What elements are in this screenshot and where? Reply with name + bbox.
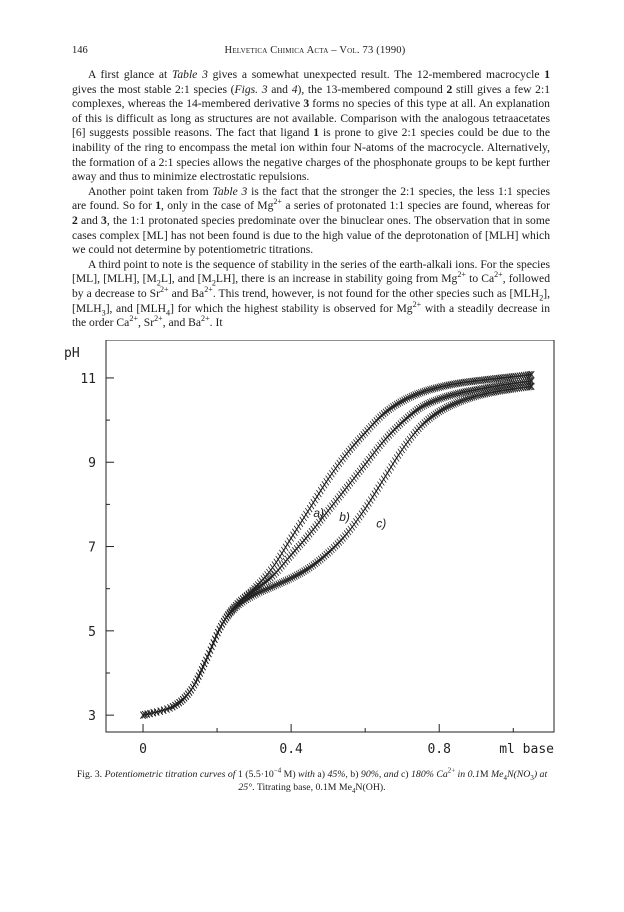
data-point: [209, 643, 214, 650]
text-run: 2: [446, 82, 453, 96]
y-tick-label: 7: [88, 540, 96, 556]
text-run: L], and [M: [160, 272, 212, 286]
text-run: a series of protonated 1:1 species are found, whereas for: [282, 199, 550, 213]
plot-frame: [106, 340, 554, 732]
text-run: is the fact that the stronger the 2:1 species, the less 1:1 species are found. So for: [72, 184, 550, 213]
data-point: [289, 575, 294, 582]
text-run: A third point to note is the sequence of stability in the series of the earth-alkali ions. For the species [ML], [MLH], [M: [72, 257, 550, 286]
text-run: , the 1:1 protonated species predominate over the binuclear ones. The observation that in some cases complex [ML] has not been found is due to the high value of the deprotonation of [MLH] which we could not determine by potentiometric titrations.: [72, 213, 550, 257]
running-head: Helvetica Chimica Acta – Vol. 73 (1990): [224, 45, 406, 56]
text-run: 4: [166, 307, 171, 317]
page-header: [60, 45, 570, 59]
text-run: . It: [209, 316, 223, 330]
text-run: 180% Ca: [411, 769, 448, 780]
data-point: [294, 572, 299, 579]
text-run: a): [314, 769, 328, 780]
text-run: Another point taken from: [88, 184, 213, 198]
paragraph: [72, 258, 550, 331]
text-run: 2: [72, 213, 78, 227]
paragraph: [72, 185, 550, 258]
series-label: a): [313, 506, 325, 521]
text-run: 1: [155, 199, 161, 213]
text-run: 2+: [273, 197, 283, 207]
text-run: and: [77, 213, 102, 227]
text-run: −4: [273, 767, 282, 775]
data-point: [287, 576, 292, 583]
text-run: 1: [237, 769, 243, 780]
text-run: in 0.1: [455, 769, 480, 780]
text-run: LH], there is an increase in stability going from Mg: [215, 272, 458, 286]
text-run: 2: [156, 278, 161, 288]
data-point: [424, 401, 429, 408]
text-run: Table 3: [212, 184, 248, 198]
y-tick-label: 9: [88, 456, 96, 472]
data-point: [444, 404, 449, 411]
data-point: [285, 576, 290, 583]
body-text: [72, 68, 550, 331]
text-run: with: [298, 769, 315, 780]
series-label: c): [376, 516, 387, 531]
text-run: to Ca: [466, 272, 495, 286]
text-run: and: [267, 82, 292, 96]
text-run: 4: [503, 774, 507, 782]
text-run: M): [281, 769, 299, 780]
data-point: [403, 396, 408, 403]
text-run: 1: [544, 68, 551, 81]
text-run: ), the 13-membered compound: [297, 82, 447, 96]
text-run: 45%: [327, 769, 346, 780]
text-run: Me: [488, 769, 504, 780]
text-run: , followed by a decrease to Sr: [72, 272, 550, 300]
text-run: . This trend, however, is not found for the other species such as [MLH: [212, 286, 540, 300]
data-point: [448, 402, 453, 409]
y-axis-title: pH: [64, 346, 80, 361]
text-run: 2: [539, 293, 544, 303]
text-run: gives a somewhat unexpected result. The 12-membered macrocycle: [207, 68, 545, 81]
data-point: [292, 573, 297, 580]
text-run: N(OH).: [355, 782, 386, 793]
series-line: [143, 386, 532, 715]
text-run: 3: [530, 774, 534, 782]
text-run: 2+: [204, 285, 213, 295]
data-point: [206, 650, 211, 657]
text-run: 90%: [360, 769, 379, 780]
text-run: M: [479, 769, 489, 780]
text-run: ], [MLH: [72, 286, 551, 315]
data-point: [208, 647, 213, 654]
text-run: 4: [351, 787, 356, 795]
text-run: , Sr: [137, 316, 155, 330]
text-run: with a steadily decrease in the order Ca: [72, 301, 550, 330]
x-axis-title: ml base: [499, 742, 554, 757]
series-3: [141, 383, 535, 719]
y-tick-label: 11: [80, 371, 96, 387]
text-run: 3: [101, 307, 106, 317]
page-number: 146: [72, 45, 88, 56]
data-point: [405, 395, 410, 402]
text-run: 2+: [457, 270, 466, 280]
text-run: 1: [313, 126, 320, 140]
data-point: [407, 394, 412, 401]
text-run: 2+: [494, 270, 503, 280]
data-point: [283, 577, 288, 584]
paragraph: [72, 68, 550, 185]
x-tick-label: 0.8: [427, 742, 451, 757]
text-run: , b): [345, 769, 361, 780]
text-run: A first glance at: [88, 68, 172, 81]
y-tick-label: 5: [88, 624, 96, 640]
text-run: . Titrating base, 0.1M Me: [252, 782, 352, 793]
text-run: and Ba: [168, 286, 205, 300]
text-run: 4: [291, 82, 298, 96]
text-run: 2+: [412, 299, 422, 309]
text-run: ) at 25°: [238, 769, 548, 793]
data-point: [290, 574, 295, 581]
x-tick-label: 0.4: [279, 742, 303, 757]
data-point: [211, 639, 216, 646]
text-run: 2+: [159, 285, 169, 295]
text-run: and: [383, 769, 399, 780]
text-run: Potentiometric titration curves of: [104, 769, 238, 780]
titration-chart: [62, 340, 564, 766]
text-run: Fig. 3.: [76, 769, 105, 780]
text-run: , and Ba: [162, 316, 202, 330]
y-tick-label: 3: [88, 709, 96, 725]
text-run: ,: [378, 769, 384, 780]
text-run: forms no species of this type at all. An explanation of this is difficult as long as structures are not available. Comparison with the analogous tetraacetates [6] suggests possible reasons. The fact that ligand: [72, 97, 550, 140]
series-label: b): [339, 510, 350, 525]
figure-caption: [72, 768, 552, 794]
text-run: (5.5·10: [242, 769, 274, 780]
text-run: Figs. 3: [234, 82, 268, 96]
text-run: is prone to give 2:1 species could be due to the inability of the ring to encompass the metal ion within four N-atoms of the macrocycle. Alternatively, the formation of a 2:1 species allows the negative charges of the phosphonate groups to be kept further away and thus to minimize electrostatic repulsions.: [72, 126, 550, 184]
text-run: 2+: [447, 767, 456, 775]
text-run: c): [398, 769, 412, 780]
data-point: [446, 403, 451, 410]
titration-figure: [62, 340, 564, 766]
text-run: 2: [211, 278, 216, 288]
text-run: 2+: [129, 314, 138, 324]
text-run: ] for which the highest stability is observed for Mg: [170, 301, 413, 315]
text-run: 2+: [201, 314, 210, 324]
x-tick-label: 0: [139, 742, 147, 757]
text-run: 2+: [154, 314, 163, 324]
text-run: ], and [MLH: [105, 301, 167, 315]
text-run: still gives a few 2:1 complexes, whereas the 14-membered derivative: [72, 82, 550, 111]
text-run: 3: [101, 213, 107, 227]
text-run: 3: [303, 97, 310, 111]
text-run: gives the most stable 2:1 species (: [72, 82, 235, 96]
text-run: Table 3: [171, 68, 208, 81]
text-run: N(NO: [506, 769, 531, 780]
text-run: , only in the case of Mg: [160, 199, 274, 213]
